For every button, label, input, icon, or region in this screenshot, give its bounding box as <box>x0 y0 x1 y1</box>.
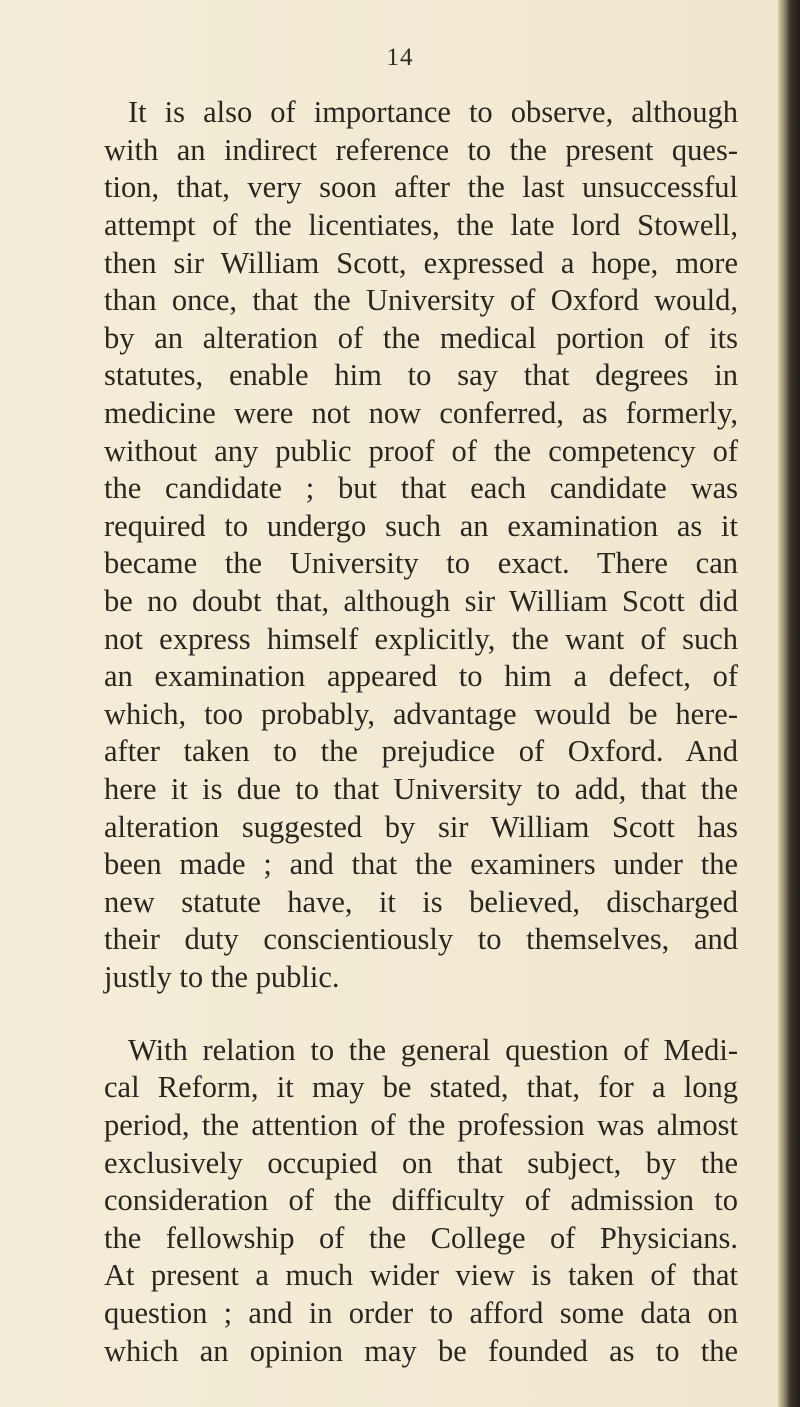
text-line: cal Reform, it may be stated, that, for a long <box>104 1070 738 1104</box>
text-line: the fellowship of the College of Physicians. <box>104 1221 738 1255</box>
text-line: alteration suggested by sir William Scott has <box>104 810 738 844</box>
text-line: with an indirect reference to the present ques- <box>104 133 738 167</box>
text-line: became the University to exact. There can <box>104 546 738 580</box>
text-line: justly to the public. <box>104 960 340 994</box>
text-line: tion, that, very soon after the last unsuccessful <box>104 170 738 204</box>
text-line: without any public proof of the competency of <box>104 434 738 468</box>
text-line: medicine were not now conferred, as formerly, <box>104 396 738 430</box>
text-line: new statute have, it is believed, discharged <box>104 885 738 919</box>
text-line: which, too probably, advantage would be here- <box>104 697 738 731</box>
text-line: by an alteration of the medical portion of its <box>104 321 738 355</box>
text-line: exclusively occupied on that subject, by the <box>104 1146 738 1180</box>
text-line: after taken to the prejudice of Oxford. And <box>104 734 738 768</box>
page-number: 14 <box>386 44 414 71</box>
text-line: It is also of importance to observe, although <box>128 95 738 129</box>
text-line: At present a much wider view is taken of that <box>104 1258 738 1292</box>
text-line: than once, that the University of Oxford would, <box>104 283 738 317</box>
text-line: statutes, enable him to say that degrees in <box>104 358 738 392</box>
text-line: which an opinion may be founded as to the <box>104 1334 738 1368</box>
text-line: be no doubt that, although sir William Scott did <box>104 584 738 618</box>
text-line: then sir William Scott, expressed a hope, more <box>104 246 738 280</box>
text-line: period, the attention of the profession was almost <box>104 1108 738 1142</box>
text-line: the candidate ; but that each candidate was <box>104 471 738 505</box>
text-line: With relation to the general question of Medi- <box>128 1033 738 1067</box>
text-line: been made ; and that the examiners under the <box>104 847 738 881</box>
text-line: an examination appeared to him a defect, of <box>104 659 738 693</box>
text-line: required to undergo such an examination as it <box>104 509 738 543</box>
text-line: consideration of the difficulty of admission to <box>104 1183 738 1217</box>
text-line: not express himself explicitly, the want of such <box>104 622 738 656</box>
text-line: their duty conscientiously to themselves, and <box>104 922 738 956</box>
page-edge-shadow <box>778 0 800 1407</box>
text-line: here it is due to that University to add, that the <box>104 772 738 806</box>
text-line: attempt of the licentiates, the late lord Stowell, <box>104 208 738 242</box>
text-line: question ; and in order to afford some data on <box>104 1296 738 1330</box>
